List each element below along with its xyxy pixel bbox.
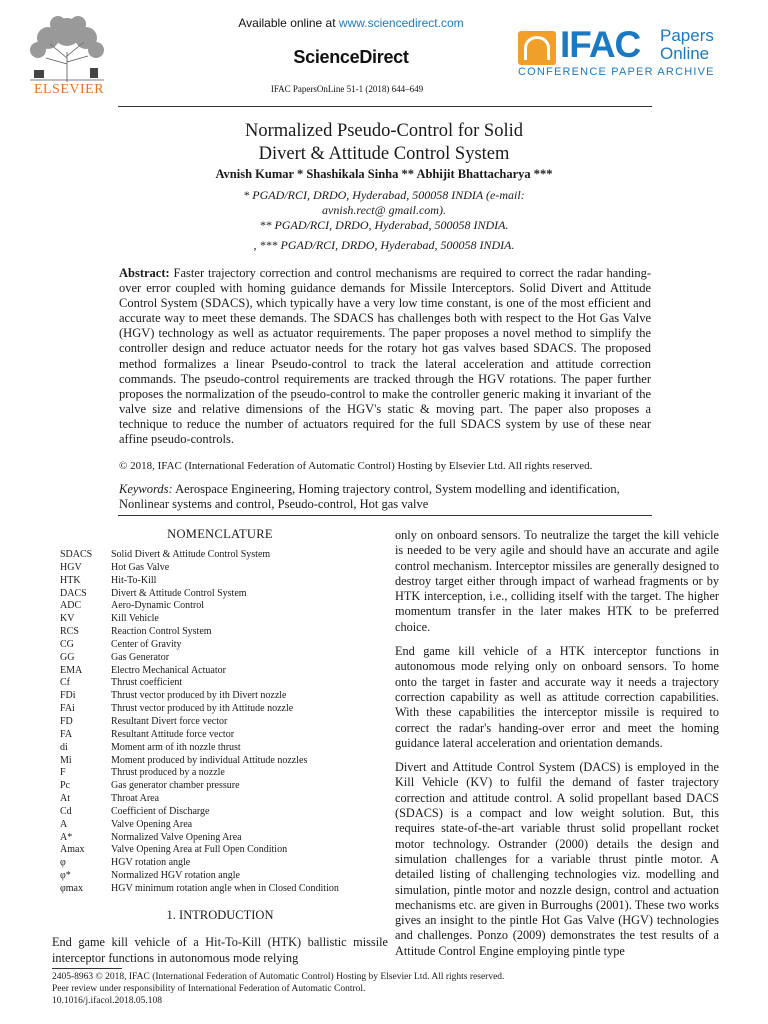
nomenclature-symbol: A* <box>60 831 73 843</box>
nomenclature-definition: Solid Divert & Attitude Control System <box>111 549 271 560</box>
nomenclature-symbol: FD <box>60 715 73 727</box>
keywords-label: Keywords: <box>119 482 173 496</box>
nomenclature-symbol: FA <box>60 728 73 740</box>
nomenclature-symbol: Cf <box>60 677 70 689</box>
nomenclature-symbol: φ <box>60 857 66 869</box>
introduction-heading: 1. INTRODUCTION <box>166 908 274 922</box>
nomenclature-row <box>60 677 390 690</box>
right-column <box>395 528 719 968</box>
ifac-archive-tagline: CONFERENCE PAPER ARCHIVE <box>518 66 715 78</box>
nomenclature-symbol: φmax <box>60 882 83 894</box>
nomenclature-symbol: RCS <box>60 626 79 638</box>
available-prefix: Available online at <box>238 16 339 30</box>
nomenclature-row <box>60 729 390 742</box>
nomenclature-definition: Normalized Valve Opening Area <box>111 831 242 843</box>
nomenclature-heading: NOMENCLATURE <box>167 527 273 541</box>
paragraph-3: Divert and Attitude Control System (DACS) is employed in the Kill Vehicle (KV) to fulfil the demand of faster trajectory correction and attitude control. A solid propellant based DACS (SDACS) is a compact and low weight solution. But, this requires state-of-the-art variable thrust solid propellant rocket motor technology. Ostrander (2000) details the design and simulation challenges for a variable thrust pintle motor. A detailed listing of challenging technologies viz. modelling and simulation, pintle motor and nozzle design, control and actuation mechanisms etc. are given in Burroughs (2001). These two works gives an insight to the pintle Hot Gas Valve (HGV) technologies and challenges. Ponzo (2009) demonstrates the test results of a Attitude Control Engine employing pintle type <box>395 760 719 958</box>
affiliation-1-line-2: avnish.rect@ gmail.com). <box>322 203 446 217</box>
ifac-online-label: Online <box>660 44 710 63</box>
abstract-divider <box>118 515 652 516</box>
nomenclature-definition: Thrust vector produced by ith Attitude nozzle <box>111 703 294 715</box>
author-list: Avnish Kumar * Shashikala Sinha ** Abhijit Bhattacharya *** <box>215 167 553 181</box>
paragraph-1: only on onboard sensors. To neutralize the target the kill vehicle is needed to be very agile and should have an accurate and agile control mechanism. Interceptor missiles are generally designed to destroy target either through impact of warhead fragments or by HTK interception, i.e., colliding itself with the target. The higher momentum transfer in the later makes HTK to be preferred choice. <box>395 528 719 634</box>
header-divider <box>118 106 652 107</box>
nomenclature-row <box>60 690 390 703</box>
affiliation-1-line-1: * PGAD/RCI, DRDO, Hyderabad, 500058 INDIA (e-mail: <box>243 188 525 202</box>
nomenclature-definition: Moment arm of ith nozzle thrust <box>111 741 241 753</box>
nomenclature-row <box>60 755 390 768</box>
ifac-papers-online <box>660 27 714 63</box>
nomenclature-list <box>60 549 390 896</box>
available-online-line <box>226 16 476 30</box>
nomenclature-row <box>60 600 390 613</box>
nomenclature-row <box>60 613 390 626</box>
nomenclature-definition: Thrust coefficient <box>111 677 183 689</box>
nomenclature-definition: Valve Opening Area at Full Open Condition <box>111 844 288 856</box>
nomenclature-row <box>60 549 390 562</box>
ifac-emblem-icon <box>518 31 556 65</box>
nomenclature-symbol: FDi <box>60 690 76 702</box>
nomenclature-definition: Hit-To-Kill <box>111 574 157 586</box>
nomenclature-row <box>60 575 390 588</box>
abstract <box>119 266 651 447</box>
nomenclature-definition: Throat Area <box>111 793 160 805</box>
nomenclature-definition: Aero-Dynamic Control <box>111 600 205 612</box>
nomenclature-symbol: FAi <box>60 703 75 715</box>
title-line-1: Normalized Pseudo-Control for Solid <box>245 121 523 141</box>
nomenclature-row <box>60 806 390 819</box>
paragraph-2: End game kill vehicle of a HTK interceptor functions in autonomous mode relying only on onboard sensors. To home onto the target in faster and accurate way it needs a trajectory correction capability as well as attitude correction capabilities. With these capabilities the interceptor missile is required to correct the radar's handing-over error and meet the homing guidance lateral acceleration and orientation demands. <box>395 644 719 750</box>
affiliation-2: ** PGAD/RCI, DRDO, Hyderabad, 500058 INDIA. <box>259 218 509 232</box>
copyright-notice: © 2018, IFAC (International Federation of Automatic Control) Hosting by Elsevier Ltd. All rights reserved. <box>119 460 593 472</box>
nomenclature-symbol: Pc <box>60 780 70 792</box>
nomenclature-symbol: GG <box>60 651 75 663</box>
abstract-text: Faster trajectory correction and control mechanisms are required to correct the radar handing-over error coupled with homing guidance demands for Missile Interceptors. Solid Divert and Attitude Control System (SDACS), which typically have a very low time constant, is one of the most efficient and accurate way to meet these demands. The SDACS has challenges both with respect to the Hot Gas Valve (HGV) technology as well as actuator requirements. The paper proposes a novel method to simplify the controller design and reduce actuator needs for the rotary hot gas valves based SDACS. The proposed method formalizes a linear Pseudo-control to track the lateral acceleration and attitude correction commands. The pseudo-control requirements are tracked through the HGV rotations. The paper further proposes the normalization of the pseudo-control to make the controller generic making it invariant of the valve size and relative dimensions of the HGV's static & moving part. The paper also proposes a technique to reduce the number of actuators required for the full SDACS system by use of these near affine pseudo-controls. <box>119 266 651 447</box>
nomenclature-symbol: ADC <box>60 600 82 612</box>
nomenclature-definition: Center of Gravity <box>111 638 182 650</box>
nomenclature-row <box>60 588 390 601</box>
nomenclature-row <box>60 857 390 870</box>
nomenclature-symbol: HTK <box>60 574 81 586</box>
nomenclature-definition: Divert & Attitude Control System <box>111 587 247 599</box>
footer <box>52 971 732 1007</box>
nomenclature-row <box>60 883 390 896</box>
nomenclature-row <box>60 793 390 806</box>
nomenclature-symbol: EMA <box>60 664 83 676</box>
elsevier-wordmark: ELSEVIER <box>33 82 105 97</box>
nomenclature-row <box>60 742 390 755</box>
nomenclature-definition: Electro Mechanical Actuator <box>111 664 226 676</box>
nomenclature-row <box>60 832 390 845</box>
title-line-2: Divert & Attitude Control System <box>258 144 510 164</box>
nomenclature-definition: Resultant Attitude force vector <box>111 728 235 740</box>
nomenclature-row <box>60 639 390 652</box>
nomenclature-symbol: Amax <box>60 844 85 856</box>
nomenclature-symbol: φ* <box>60 870 71 882</box>
nomenclature-symbol: di <box>60 741 68 753</box>
sciencedirect-wordmark: ScienceDirect <box>293 47 409 67</box>
journal-citation: IFAC PapersOnLine 51-1 (2018) 644–649 <box>270 84 424 94</box>
nomenclature-symbol: F <box>60 767 66 779</box>
nomenclature-definition: Valve Opening Area <box>111 818 193 830</box>
keywords <box>119 482 651 512</box>
nomenclature-row <box>60 870 390 883</box>
nomenclature-definition: Reaction Control System <box>111 626 212 638</box>
affiliation-1 <box>120 188 648 218</box>
nomenclature-definition: Resultant Divert force vector <box>111 715 228 727</box>
nomenclature-definition: HGV minimum rotation angle when in Closed Condition <box>111 882 339 894</box>
introduction-left-text: End game kill vehicle of a Hit-To-Kill (HTK) ballistic missile interceptor functions in autonomous mode relying <box>52 935 388 965</box>
nomenclature-row <box>60 780 390 793</box>
nomenclature-definition: Gas Generator <box>111 651 170 663</box>
nomenclature-row <box>60 703 390 716</box>
nomenclature-row <box>60 819 390 832</box>
nomenclature-symbol: SDACS <box>60 549 93 560</box>
nomenclature-definition: Normalized HGV rotation angle <box>111 870 240 882</box>
nomenclature-definition: HGV rotation angle <box>111 857 191 869</box>
nomenclature-definition: Coefficient of Discharge <box>111 805 210 817</box>
nomenclature-definition: Thrust vector produced by ith Divert nozzle <box>111 690 287 702</box>
keywords-text: Aerospace Engineering, Homing trajectory control, System modelling and identification, Nonlinear systems and control, Pseudo-control, Hot gas valve <box>119 482 620 511</box>
ifac-papers-label: Papers <box>660 26 714 45</box>
nomenclature-row <box>60 767 390 780</box>
nomenclature-definition: Hot Gas Valve <box>111 561 170 573</box>
nomenclature-row <box>60 652 390 665</box>
nomenclature-symbol: HGV <box>60 561 82 573</box>
nomenclature-row <box>60 562 390 575</box>
nomenclature-symbol: DACS <box>60 587 87 599</box>
nomenclature-definition: Thrust produced by a nozzle <box>111 767 225 779</box>
footer-line-1: 2405-8963 © 2018, IFAC (International Federation of Automatic Control) Hosting by Elsevier Ltd. All rights reserved. <box>52 972 505 982</box>
ifac-wordmark: IFAC <box>560 24 641 65</box>
paper-title <box>120 120 648 166</box>
nomenclature-symbol: KV <box>60 613 75 625</box>
abstract-label: Abstract: <box>119 266 170 280</box>
nomenclature-symbol: At <box>60 793 70 805</box>
nomenclature-row <box>60 716 390 729</box>
nomenclature-definition: Kill Vehicle <box>111 613 159 625</box>
footnote-divider <box>52 968 122 969</box>
nomenclature-row <box>60 626 390 639</box>
nomenclature-definition: Moment produced by individual Attitude nozzles <box>111 754 308 766</box>
elsevier-tree-logo-icon <box>20 14 114 84</box>
nomenclature-symbol: CG <box>60 638 74 650</box>
nomenclature-row <box>60 844 390 857</box>
nomenclature-symbol: A <box>60 818 68 830</box>
nomenclature-row <box>60 665 390 678</box>
nomenclature-definition: Gas generator chamber pressure <box>111 780 240 792</box>
footer-line-2: Peer review under responsibility of International Federation of Automatic Control. <box>52 984 366 994</box>
nomenclature-symbol: Cd <box>60 805 72 817</box>
footer-doi[interactable]: 10.1016/j.ifacol.2018.05.108 <box>52 996 163 1006</box>
sciencedirect-link[interactable]: www.sciencedirect.com <box>338 16 464 30</box>
nomenclature-symbol: Mi <box>60 754 72 766</box>
affiliation-3: , *** PGAD/RCI, DRDO, Hyderabad, 500058 INDIA. <box>253 238 515 252</box>
